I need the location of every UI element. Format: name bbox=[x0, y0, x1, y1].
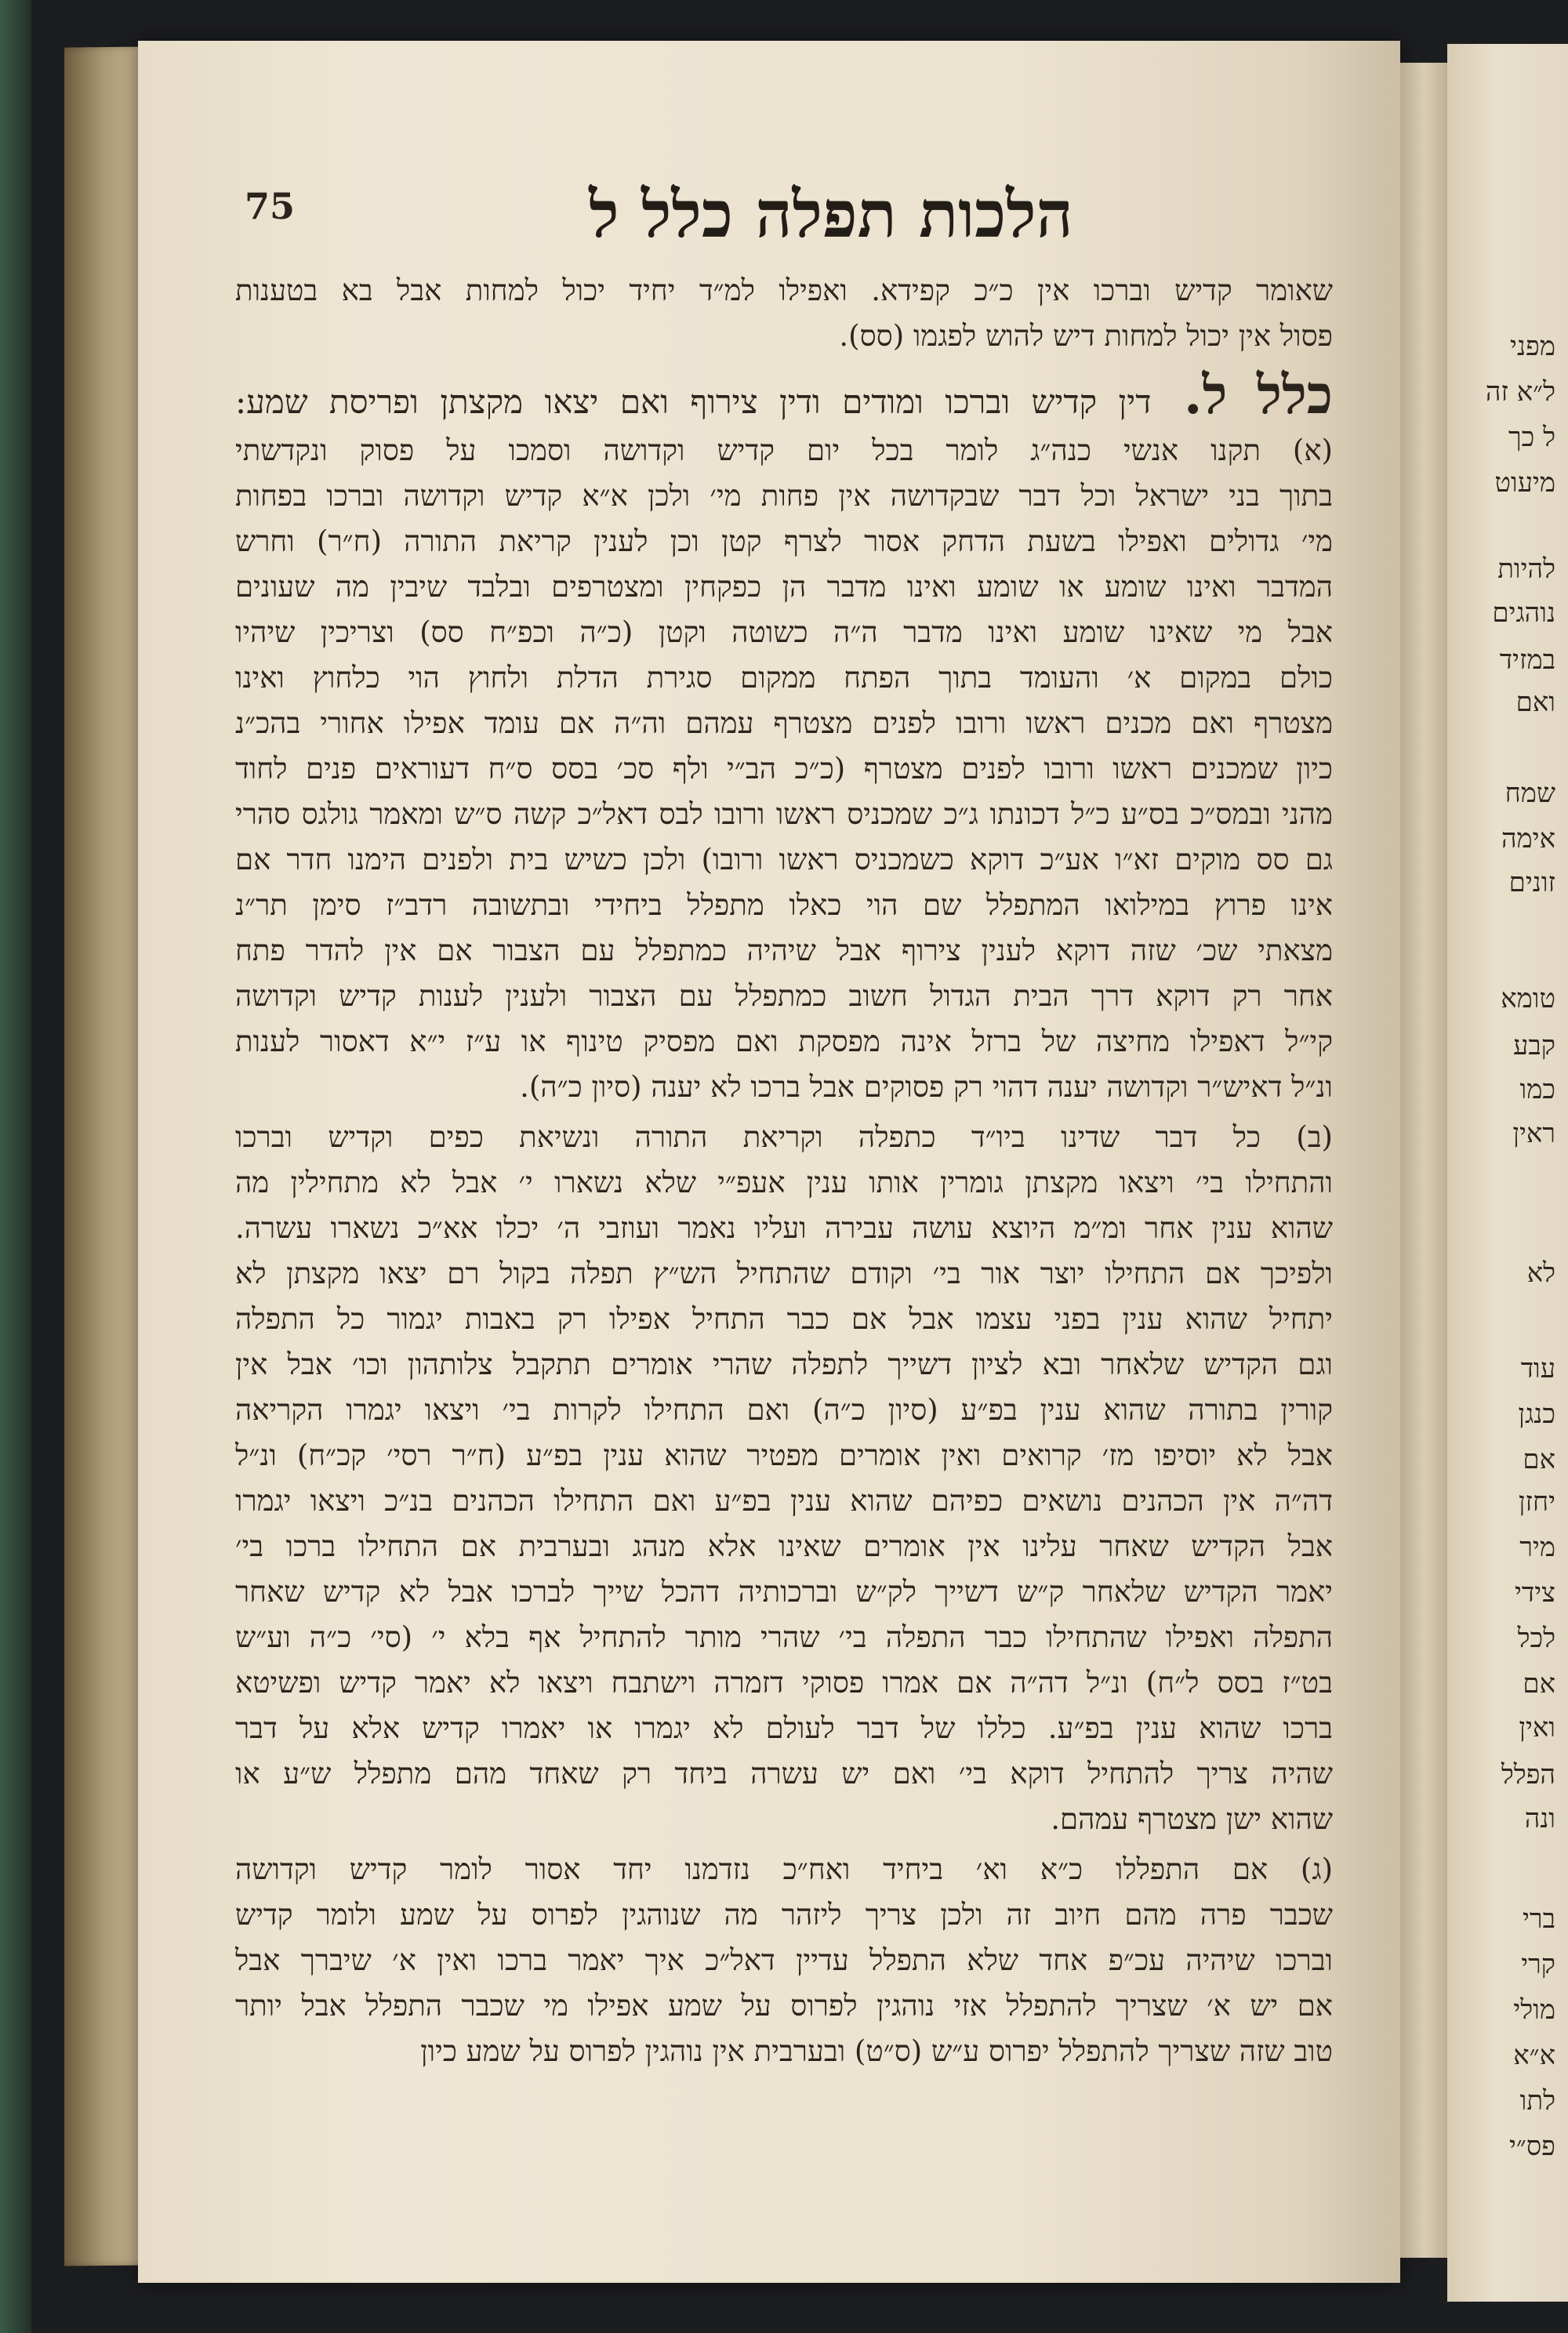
facing-page-fragment: קרי bbox=[1521, 1949, 1555, 1980]
facing-page-fragment: עוד bbox=[1520, 1353, 1555, 1384]
text-line: מי׳ גדולים ואפילו בשעת הדחק אסור לצרף קטן וכן לענין קריאת התורה (ח״ר) וחרש bbox=[235, 524, 1333, 558]
text-line: אבל הקדיש שאחר עלינו אין אומרים שאינו אלא מנהג ובערבית אם התחילו ברכו בי׳ bbox=[235, 1529, 1333, 1563]
text-line: כולם במקום א׳ והעומד בתוך הפתח ממקום סגירת הדלת ולחוץ הוי כלחוץ ואינו bbox=[235, 661, 1333, 695]
text-line: המדבר ואינו שומע או שומע ואינו מדבר הן כפקחין ומצטרפים ובלבד שיבין מה שעונים bbox=[235, 570, 1333, 604]
text-line: שכבר פרה מהם חיוב זה ולכן צריך ליזהר מה שנוהגין לפרוס על שמע ולומר קדיש bbox=[235, 1898, 1333, 1932]
facing-page-fragment: יחזן bbox=[1518, 1486, 1555, 1518]
facing-page-fragment: ברי bbox=[1522, 1903, 1555, 1935]
facing-page-fragment: מיעוט bbox=[1494, 467, 1555, 499]
page-number: 75 bbox=[245, 185, 296, 227]
facing-page-edge bbox=[1447, 44, 1568, 2302]
text-line: מהני ובמס״כ בס״ע כ״ל דכונתו ג״כ שמכניס ראשו ורובו לבס דאל״כ קשה ס״ש ומאמר גולגס סהרי bbox=[235, 797, 1333, 831]
facing-page-fragment: כנגן bbox=[1518, 1399, 1555, 1430]
book-gutter bbox=[1400, 63, 1447, 2258]
text-line: קורין בתורה שהוא ענין בפ״ע (סיון כ״ה) ואם התחילו לקרות בי׳ ויצאו יגמרו הקריאה bbox=[235, 1393, 1333, 1427]
text-line: מצאתי שכ׳ שזה דוקא לענין צירוף אבל שיהיה כמתפלל עם הצבור אם אין להדר פתח bbox=[235, 934, 1333, 967]
facing-page-fragment: לתו bbox=[1519, 2085, 1555, 2117]
text-line: שאומר קדיש וברכו אין כ״כ קפידא. ואפילו למ״ד יחיד יכול למחות אבל בא בטענות bbox=[235, 274, 1333, 307]
body-text bbox=[235, 268, 1333, 2074]
facing-page-fragment: ואין bbox=[1519, 1712, 1555, 1743]
text-line: בתוך בני ישראל וכל דבר שבקדושה אין פחות מי׳ ולכן א״א קדיש וקדושה וברכו בפחות bbox=[235, 479, 1333, 513]
facing-page-fragment: א״א bbox=[1513, 2040, 1555, 2071]
text-line: אחר רק דוקא דרך הבית הגדול חשוב כמתפלל עם הצבור ולענין לענות קדיש וקדושה bbox=[235, 979, 1333, 1013]
text-line: כיון שמכנים ראשו ורובו לפנים מצטרף (כ״כ הב״י ולף סכ׳ בסס ס״ח דעוראים פנים לחוד bbox=[235, 752, 1333, 786]
text-line: טוב שזה שצריך להתפלל יפרוס ע״ש (ס״ט) ובערבית אין נוהגין לפרוס על שמע כיון bbox=[420, 2034, 1333, 2068]
text-line: ברכו שהוא ענין בפ״ע. כללו של דבר לעולם לא יגמרו או יאמרו קדיש אלא על דבר bbox=[235, 1711, 1333, 1745]
text-line: יאמר הקדיש שלאחר ק״ש דשייך לק״ש וברכותיה דהכל שייך לברכו אבל לא קדיש שאחר bbox=[235, 1575, 1333, 1609]
facing-page-fragment: מפני bbox=[1510, 331, 1555, 362]
intro-paragraph bbox=[235, 268, 1333, 359]
text-line: בט״ז בסס ל״ח) ונ״ל דה״ה אם אמרו פסוקי דזמרה וישתבח ויצאו לא יאמר קדיש ופשיטא bbox=[235, 1666, 1333, 1700]
backdrop bbox=[0, 0, 31, 2333]
paragraph-a bbox=[235, 428, 1333, 1110]
facing-page-fragment: מולי bbox=[1513, 1994, 1555, 2026]
section-title: דין קדיש וברכו ומודים ודין צירוף ואם יצאו מקצתן ופריסת שמע: bbox=[235, 383, 1152, 421]
facing-page-fragment: אם bbox=[1523, 1444, 1555, 1475]
facing-page-fragment: טומא bbox=[1501, 983, 1555, 1014]
facing-page-fragment: מיר bbox=[1519, 1532, 1555, 1563]
facing-page-fragment: צידי bbox=[1515, 1577, 1555, 1609]
text-line: יתחיל שהוא ענין בפני עצמו אבל אם כבר התחיל אפילו רק באבות יגמור כל התפלה bbox=[235, 1302, 1333, 1336]
text-line: והתחילו בי׳ ויצאו מקצתן גומרין אותו ענין אעפ״י שלא נשארו י׳ אבל לא מתחילין מה bbox=[235, 1166, 1333, 1199]
facing-page-fragment: שמח bbox=[1504, 778, 1555, 809]
section-label: כלל ל. bbox=[1183, 367, 1333, 423]
text-line: אינו פרוץ במילואו המתפלל שם הוי כאלו מתפלל ביחידי ובתשובה רדב״ז סימן תר״נ bbox=[235, 888, 1333, 922]
text-line: ונ״ל דאיש״ר וקדושה יענה דהוי רק פסוקים אבל ברכו לא יענה (סיון כ״ה). bbox=[520, 1070, 1333, 1104]
facing-page-fragment: כמו bbox=[1519, 1074, 1555, 1105]
running-head: הלכות תפלה כלל ל bbox=[589, 177, 1073, 252]
text-line: דה״ה אין הכהנים נושאים כפיהם שהוא ענין בפ״ע ואם התחילו הכהנים בנ״כ ויצאו יגמרו bbox=[235, 1484, 1333, 1518]
facing-page-fragment: ראין bbox=[1512, 1118, 1555, 1149]
facing-page-fragment: ל כך bbox=[1508, 422, 1555, 453]
facing-page-fragment: פס״י bbox=[1509, 2131, 1555, 2162]
facing-page-fragment: אם bbox=[1523, 1668, 1555, 1700]
text-line: מצטרף ואם מכנים ראשו ורובו לפנים מצטרף עמהם וה״ה אם עומד אפילו אחורי בהכ״נ bbox=[235, 706, 1333, 740]
text-line: קי״ל דאפילו מחיצה של ברזל אינה מפסקת ואם מפסיק טינוף או ע״ז י״א דאסור לענות bbox=[235, 1025, 1333, 1058]
text-line: (א) תקנו אנשי כנה״ג לומר בכל יום קדיש וקדושה וסמכו על פסוק ונקדשתי bbox=[235, 434, 1333, 467]
text-line: פסול אין יכול למחות דיש להוש לפגמו (סס). bbox=[839, 319, 1333, 353]
facing-page-fragment: להיות bbox=[1497, 553, 1555, 585]
text-line: וגם הקדיש שלאחר ובא לציון דשייך לתפלה שהרי אומרים תתקבל צלותהון וכו׳ אבל אין bbox=[235, 1348, 1333, 1381]
facing-page-fragment: ונה bbox=[1524, 1803, 1555, 1834]
text-line: וברכו שיהיה עכ״פ אחד שלא התפלל עדיין דאל״כ איך יאמר ברכו ואין א׳ שיברך אבל bbox=[235, 1943, 1333, 1977]
text-line: גם סס מוקים זא״ו אע״כ דוקא כשמכניס ראשו ורובו) ולכן כשיש בית ולפנים הימנו חדר אם bbox=[235, 843, 1333, 876]
section-heading bbox=[235, 367, 1333, 423]
paragraph-c bbox=[235, 1847, 1333, 2074]
facing-page-fragment: נוהגים bbox=[1492, 597, 1555, 629]
facing-page-fragment: לכל bbox=[1517, 1623, 1555, 1654]
facing-page-fragment: ואם bbox=[1515, 687, 1555, 718]
text-line: אבל לא יוסיפו מז׳ קרואים ואין אומרים מפטיר שהוא ענין בפ״ע (ח״ר רסי׳ קכ״ח) ונ״ל bbox=[235, 1439, 1333, 1472]
text-line: התפלה ואפילו שהתחילו כבר התפלה בי׳ שהרי מותר להתחיל אף בלא י׳ (סי׳ כ״ה וע״ש bbox=[235, 1620, 1333, 1654]
facing-page-fragment: הפלל bbox=[1501, 1759, 1555, 1791]
text-line: (ב) כל דבר שדינו ביו״ד כתפלה וקריאת התורה ונשיאת כפים וקדיש וברכו bbox=[235, 1120, 1333, 1154]
paragraph-b bbox=[235, 1115, 1333, 1842]
facing-page-fragment: אימה bbox=[1501, 823, 1555, 854]
text-line: שהיה צריך להתחיל דוקא בי׳ ואם יש עשרה ביחד רק שאחד מהם מתפלל ש״ע או bbox=[235, 1757, 1333, 1791]
text-line: (ג) אם התפללו כ״א וא׳ ביחיד ואח״כ נזדמנו יחד אסור לומר קדיש וקדושה bbox=[235, 1852, 1333, 1886]
facing-page-fragment: במזיד bbox=[1499, 644, 1555, 676]
text-line: שהוא ענין אחר ומ״מ היוצא עושה עבירה ועליו נאמר ועוזבי ה׳ יכלו אא״כ נשארו עשרה. bbox=[235, 1211, 1333, 1245]
text-line: ולפיכך אם התחילו יוצר אור בי׳ וקודם שהתחיל הש״ץ תפלה בקול רם יצאו מקצתן לא bbox=[235, 1257, 1333, 1290]
facing-page-fragment: זונים bbox=[1508, 867, 1555, 898]
text-line: אם יש א׳ שצריך להתפלל אזי נוהגין לפרוס על שמע אפילו מי שכבר התפלל אבל יותר bbox=[235, 1989, 1333, 2023]
facing-page-fragment: קבע bbox=[1513, 1030, 1555, 1061]
facing-page-fragment: לא bbox=[1526, 1257, 1555, 1289]
text-line: שהוא ישן מצטרף עמהם. bbox=[1051, 1802, 1333, 1836]
facing-page-fragment: ל״א זה bbox=[1485, 376, 1555, 408]
text-line: אבל מי שאינו שומע ואינו מדבר ה״ה כשוטה וקטן (כ״ה וכפ״ח סס) וצריכין שיהיו bbox=[235, 615, 1333, 649]
